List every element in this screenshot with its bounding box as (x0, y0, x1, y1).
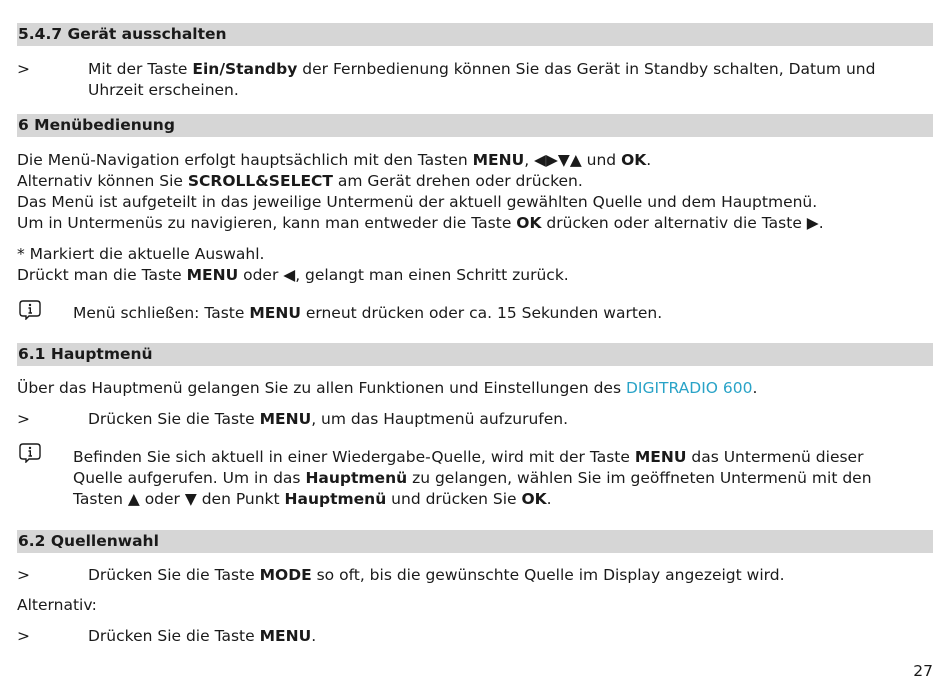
section-header-6: 6 Menübedienung (17, 114, 933, 137)
bullet-text: Drücken Sie die Taste MODE so oft, bis die gewünschte Quelle im Display angezeigt wird. (88, 566, 785, 584)
paragraph-line: Das Menü ist aufgeteilt in das jeweilige Untermenü der aktuell gewählten Quelle und dem Hauptmenü. (17, 193, 818, 211)
bullet-text: Mit der Taste Ein/Standby der Fernbedienung können Sie das Gerät in Standby schalten, Datum und (88, 60, 876, 78)
brand-name: DIGITRADIO 600 (625, 379, 753, 397)
paragraph-line: Um in Untermenüs zu navigieren, kann man entweder die Taste OK drücken oder alternativ die Taste ▶. (17, 214, 824, 232)
paragraph-line: Alternativ: (17, 596, 97, 614)
info-note: Befinden Sie sich aktuell in einer Wiedergabe-Quelle, wird mit der Taste MENU das Untermenü dieser Quelle aufgerufen. Um in das Hauptmenü zu gelangen, wählen Sie im geöffneten Untermenü mit den Tasten ▲ oder ▼ den Punkt Hauptmenü und drücken Sie OK. (73, 448, 872, 508)
info-icon (19, 300, 41, 320)
paragraph-line: Die Menü-Navigation erfolgt hauptsächlich mit den Tasten MENU, ◀▶▼▲ und OK. (17, 151, 652, 169)
bullet-text: Drücken Sie die Taste MENU, um das Hauptmenü aufzurufen. (88, 410, 569, 428)
bullet-marker: > (17, 627, 30, 645)
paragraph-line: Über das Hauptmenü gelangen Sie zu allen Funktionen und Einstellungen des DIGITRADIO 600. (17, 379, 758, 397)
page-number: 27 (913, 662, 933, 680)
bullet-marker: > (17, 410, 30, 428)
section-header-62: 6.2 Quellenwahl (17, 530, 933, 553)
info-note: Menü schließen: Taste MENU erneut drücken oder ca. 15 Sekunden warten. (73, 304, 663, 322)
section-header-61: 6.1 Hauptmenü (17, 343, 933, 366)
bullet-marker: > (17, 566, 30, 584)
bullet-text: Drücken Sie die Taste MENU. (88, 627, 317, 645)
bullet-marker: > (17, 60, 30, 78)
paragraph-line: Drückt man die Taste MENU oder ◀, gelangt man einen Schritt zurück. (17, 266, 569, 284)
paragraph-line: * Markiert die aktuelle Auswahl. (17, 245, 265, 263)
paragraph-line: Alternativ können Sie SCROLL&SELECT am Gerät drehen oder drücken. (17, 172, 583, 190)
section-header-547: 5.4.7 Gerät ausschalten (17, 23, 933, 46)
info-icon (19, 443, 41, 463)
